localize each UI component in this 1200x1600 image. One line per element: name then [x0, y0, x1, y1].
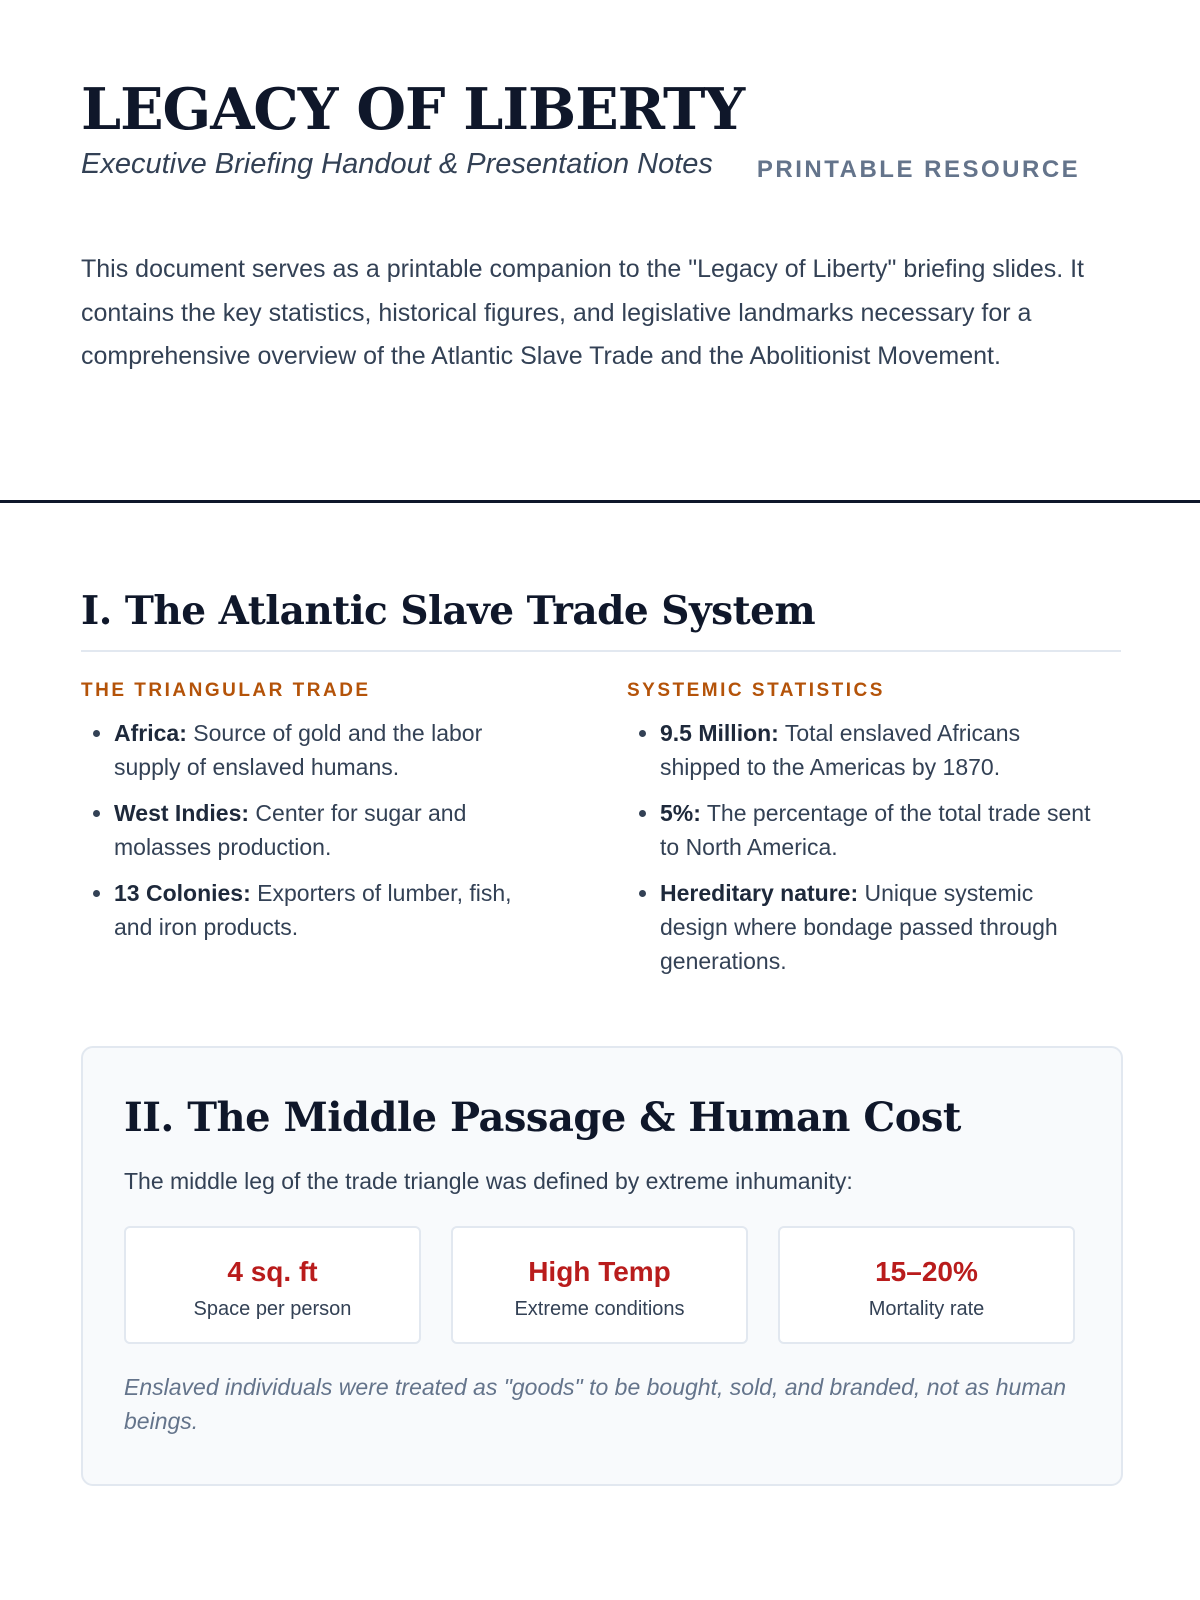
middle-passage-card [81, 1046, 1123, 1486]
list-item [114, 716, 551, 784]
stat-card-space [124, 1226, 421, 1344]
stat-label: Extreme conditions [514, 1298, 685, 1320]
stat-card-mortality [778, 1226, 1075, 1344]
list-item [114, 796, 551, 864]
stat-value: 15–20% [875, 1256, 978, 1287]
list-item-text: Unique systemic design where bondage passed through generations. [660, 880, 1058, 974]
stat-label: Mortality rate [868, 1298, 985, 1320]
triangular-trade-heading: THE TRIANGULAR TRADE [81, 680, 371, 701]
header-divider [0, 500, 1200, 503]
section-1-heading: I. The Atlantic Slave Trade System [81, 588, 816, 634]
stat-row [124, 1226, 1080, 1344]
list-item-text: Center for sugar and molasses production. [114, 800, 467, 860]
stat-value: High Temp [528, 1256, 671, 1287]
list-item [114, 876, 551, 944]
list-item-term: Africa: [114, 720, 187, 746]
list-item-term: 5%: [660, 800, 701, 826]
section-atlantic-trade [81, 584, 1121, 990]
list-item-term: 9.5 Million: [660, 720, 779, 746]
section-2-lead: The middle leg of the trade triangle was defined by extreme inhumanity: [124, 1168, 853, 1194]
document-header [81, 76, 1121, 183]
section-2-note: Enslaved individuals were treated as "goods" to be bought, sold, and branded, not as human beings. [124, 1374, 1067, 1434]
printable-badge: PRINTABLE RESOURCE [756, 155, 1081, 183]
list-item-term: Hereditary nature: [660, 880, 859, 906]
triangular-trade-column [81, 680, 551, 990]
list-item-text: The percentage of the total trade sent to North America. [660, 800, 1091, 860]
systemic-statistics-heading: SYSTEMIC STATISTICS [627, 680, 885, 701]
document-subtitle: Executive Briefing Handout & Presentation Notes [81, 147, 713, 180]
section-2-heading: II. The Middle Passage & Human Cost [124, 1094, 961, 1141]
systemic-statistics-list [627, 716, 1097, 978]
systemic-statistics-column [627, 680, 1097, 990]
list-item [660, 876, 1097, 978]
stat-card-temperature [451, 1226, 748, 1344]
triangular-trade-list [81, 716, 551, 944]
stat-value: 4 sq. ft [227, 1256, 318, 1287]
list-item-term: West Indies: [114, 800, 250, 826]
list-item-text: Total enslaved Africans shipped to the Americas by 1870. [660, 720, 1021, 780]
stat-label: Space per person [193, 1298, 352, 1320]
section-1-rule [81, 650, 1121, 652]
subtitle-row [81, 148, 1121, 181]
list-item-term: 13 Colonies: [114, 880, 251, 906]
intro-paragraph: This document serves as a printable companion to the "Legacy of Liberty" briefing slides. It contains the key statistics, historical figures, and legislative landmarks necessary for a comprehensive overview of the Atlantic Slave Trade and the Abolitionist Movement. [81, 255, 1085, 370]
list-item [660, 796, 1097, 864]
list-item-text: Exporters of lumber, fish, and iron products. [114, 880, 512, 940]
section-1-columns [81, 680, 1121, 990]
middle-passage-content [83, 1048, 1121, 1438]
list-item [660, 716, 1097, 784]
document-title: LEGACY OF LIBERTY [81, 76, 745, 143]
list-item-text: Source of gold and the labor supply of enslaved humans. [114, 720, 483, 780]
